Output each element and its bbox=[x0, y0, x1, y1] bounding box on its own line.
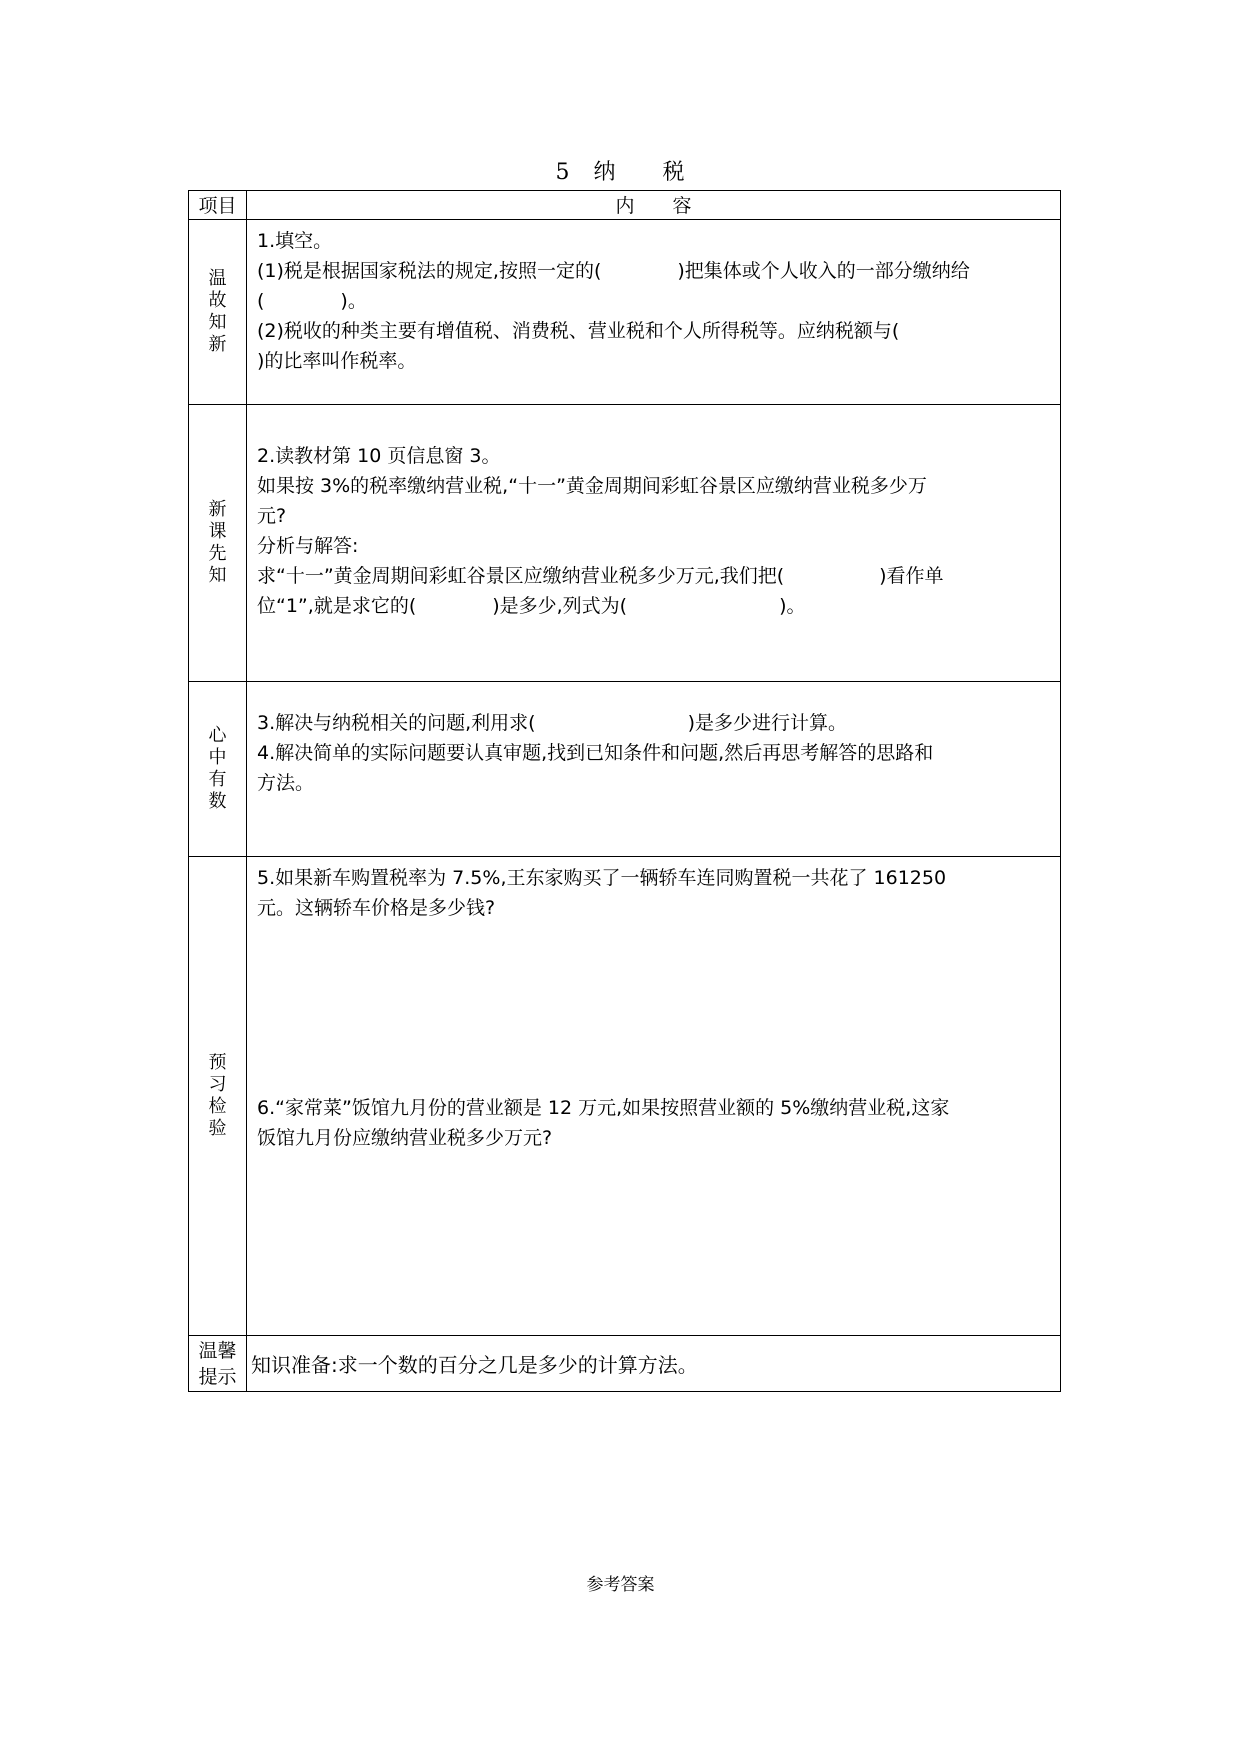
question-6 bbox=[257, 1093, 1050, 1153]
section-tips bbox=[189, 1336, 1061, 1392]
text-line: (1)税是根据国家税法的规定,按照一定的( )把集体或个人收入的一部分缴纳给 bbox=[257, 260, 970, 282]
header-content: 内 容 bbox=[247, 191, 1061, 220]
section-content bbox=[247, 405, 1061, 682]
text-line: ( )。 bbox=[257, 290, 367, 312]
header-item: 项目 bbox=[189, 191, 247, 220]
section-review bbox=[189, 220, 1061, 405]
question-6-line: 饭馆九月份应缴纳营业税多少万元? bbox=[257, 1127, 553, 1149]
section-content bbox=[247, 1336, 1061, 1392]
text-line: 1.填空。 bbox=[257, 230, 333, 252]
question-5-line: 元。这辆轿车价格是多少钱? bbox=[257, 897, 496, 919]
worksheet-table bbox=[188, 190, 1061, 1392]
section-label: 温馨提示 bbox=[189, 1336, 247, 1392]
text-line: 知识准备:求一个数的百分之几是多少的计算方法。 bbox=[251, 1353, 698, 1377]
section-key-points bbox=[189, 682, 1061, 857]
text-line: 分析与解答: bbox=[257, 535, 359, 557]
text-line: 元? bbox=[257, 505, 287, 527]
text-line: 如果按 3%的税率缴纳营业税,“十一”黄金周期间彩虹谷景区应缴纳营业税多少万 bbox=[257, 475, 927, 497]
section-content bbox=[247, 857, 1061, 1336]
text-line: (2)税收的种类主要有增值税、消费税、营业税和个人所得税等。应纳税额与( bbox=[257, 320, 900, 342]
question-5-line: 5.如果新车购置税率为 7.5%,王东家购买了一辆轿车连同购置税一共花了 161250 bbox=[257, 867, 947, 889]
section-content bbox=[247, 220, 1061, 405]
table-header-row bbox=[189, 191, 1061, 220]
text-line: 方法。 bbox=[257, 772, 315, 794]
section-label: 预习检验 bbox=[189, 857, 247, 1336]
text-line: 求“十一”黄金周期间彩虹谷景区应缴纳营业税多少万元,我们把( )看作单 bbox=[257, 565, 944, 587]
text-line: 位“1”,就是求它的( )是多少,列式为( )。 bbox=[257, 595, 806, 617]
page-title: 5 纳 税 bbox=[555, 160, 686, 185]
section-label: 温故知新 bbox=[189, 220, 247, 405]
section-label: 心中有数 bbox=[189, 682, 247, 857]
section-practice bbox=[189, 857, 1061, 1336]
answer-key-label: 参考答案 bbox=[586, 1575, 655, 1595]
text-line: 4.解决简单的实际问题要认真审题,找到已知条件和问题,然后再思考解答的思路和 bbox=[257, 742, 934, 764]
section-content bbox=[247, 682, 1061, 857]
text-line: 3.解决与纳税相关的问题,利用求( )是多少进行计算。 bbox=[257, 712, 847, 734]
text-line: 2.读教材第 10 页信息窗 3。 bbox=[257, 445, 501, 467]
text-line: )的比率叫作税率。 bbox=[257, 350, 417, 372]
section-preview bbox=[189, 405, 1061, 682]
section-label: 新课先知 bbox=[189, 405, 247, 682]
question-6-line: 6.“家常菜”饭馆九月份的营业额是 12 万元,如果按照营业额的 5%缴纳营业税,这家 bbox=[257, 1097, 950, 1119]
